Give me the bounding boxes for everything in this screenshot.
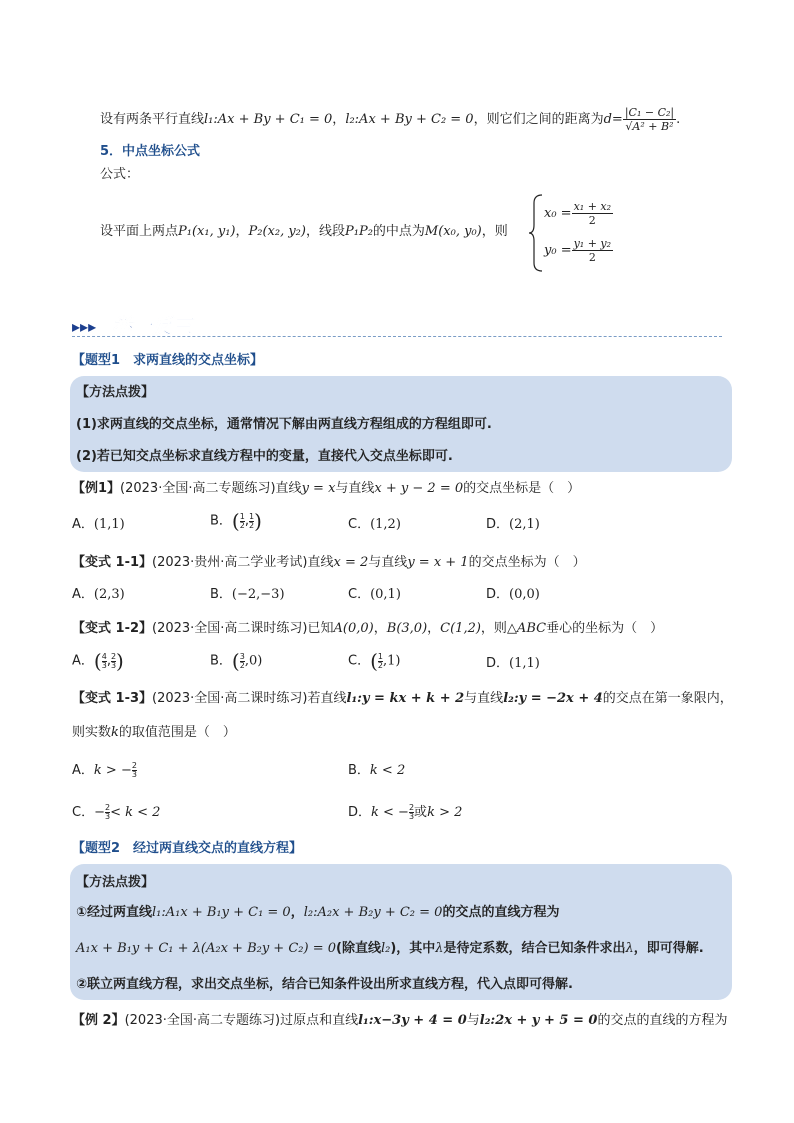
distance-fraction xyxy=(623,106,676,133)
option-label: B． xyxy=(348,763,370,778)
frac-num: 2 xyxy=(408,803,415,812)
method-item-1-cont xyxy=(76,940,704,958)
x0-fraction xyxy=(572,200,613,227)
lambda: λ xyxy=(625,941,634,956)
text: ①经过两直线 xyxy=(76,905,153,920)
y0-fraction xyxy=(572,237,613,264)
option-c[interactable] xyxy=(348,649,401,673)
option-value: (2,3) xyxy=(93,587,125,602)
type2-method-box xyxy=(70,864,732,1000)
frac-den: 3 xyxy=(104,812,111,821)
paren: ( xyxy=(93,649,102,673)
source: (2023·全国·高二专题练习) xyxy=(120,481,276,496)
paren: ( xyxy=(231,649,240,673)
text: 过原点和直线 xyxy=(280,1013,359,1028)
frac-num: 4 xyxy=(101,651,107,661)
type1-title: 【题型1 求两直线的交点坐标】 xyxy=(72,353,264,368)
option-label: D． xyxy=(486,656,510,671)
method-item-1: (1)求两直线的交点坐标，通常情况下解由两直线方程组成的方程组即可. xyxy=(76,417,492,432)
text: 的交点的直线方程为 xyxy=(442,905,560,920)
paren: ( xyxy=(231,509,240,533)
option-d[interactable] xyxy=(486,516,540,534)
option-b[interactable] xyxy=(210,586,285,604)
text: 与直线 xyxy=(464,691,504,706)
point-m: M(x₀, y₀) xyxy=(424,224,482,239)
option-label: C． xyxy=(72,805,95,820)
frac-den: 2 xyxy=(239,520,245,530)
frac-den: 2 xyxy=(239,660,245,670)
text: ，则 xyxy=(481,224,508,239)
source: (2023·全国·高二课时练习) xyxy=(152,621,308,636)
frac-den: 3 xyxy=(101,660,107,670)
text: 直线 xyxy=(307,555,334,570)
text: 的取值范围是（ ） xyxy=(118,725,236,740)
option-label: D． xyxy=(348,805,372,820)
y0-formula xyxy=(544,237,613,264)
comma: , xyxy=(106,653,111,669)
variant-1-1-question xyxy=(72,554,586,572)
frac-num: 1 xyxy=(377,651,383,661)
line-l1-eq: l₁:Ax + By + C₁ = 0 xyxy=(204,112,333,127)
point-b: B(3,0) xyxy=(386,621,428,636)
text: 与 xyxy=(466,1013,480,1028)
line-l2-eq: l₂:Ax + By + C₂ = 0 xyxy=(345,112,474,127)
option-label: A． xyxy=(72,587,94,602)
example-2-question xyxy=(72,1012,728,1030)
text: )，其中 xyxy=(390,941,436,956)
text: ，即可得解. xyxy=(633,941,704,956)
option-value: k > − xyxy=(93,763,132,778)
variable-k: k xyxy=(111,725,119,740)
equation: y = x xyxy=(301,481,336,496)
option-value: (−2,−3) xyxy=(231,587,285,602)
line-l2-eq: l₂:A₂x + B₂y + C₂ = 0 xyxy=(303,905,443,920)
frac-num: x₁ + x₂ xyxy=(573,200,612,213)
option-a[interactable] xyxy=(72,586,125,604)
method-item-2: (2)若已知交点坐标求直线方程中的变量，直接代入交点坐标即可. xyxy=(76,449,453,464)
source: (2023·全国·高二课时练习) xyxy=(152,691,308,706)
frac-num: y₁ + y₂ xyxy=(573,237,612,250)
logo-arrows: ▸▸▸ xyxy=(72,317,97,336)
frac-num: 2 xyxy=(131,761,137,770)
line-l1-eq: l₁:y = kx + k + 2 xyxy=(346,691,465,706)
frac-num: 3 xyxy=(239,651,245,661)
option-value: (1,2) xyxy=(370,517,401,532)
text: 若直线 xyxy=(307,691,347,706)
frac-den: 2 xyxy=(377,660,383,670)
section-divider xyxy=(72,336,722,337)
parallel-distance-line: 设有两条平行直线l₁:Ax + By + C₁ = 0，l₂:Ax + By + C₂ = 0，则它们之间的距离为d= $\frac{\text{|C₁ − C₂|}}{\text{√A² + B²}}$ . xyxy=(100,106,681,133)
frac-den: √A² + B² xyxy=(625,120,674,133)
option-b[interactable] xyxy=(348,762,405,780)
option-b[interactable] xyxy=(210,509,262,533)
line-l1-eq: l₁:A₁x + B₁y + C₁ = 0 xyxy=(152,905,291,920)
text: 设有两条平行直线 xyxy=(100,112,205,127)
example-tag: 【例1】 xyxy=(72,481,121,496)
option-label: A． xyxy=(72,517,94,532)
option-label: B． xyxy=(210,587,232,602)
line-l2: l₂ xyxy=(380,941,391,956)
comma: , xyxy=(244,513,249,529)
option-a[interactable] xyxy=(72,516,125,534)
y0-label: y₀ = xyxy=(544,243,572,258)
text: ，则它们之间的距离为 xyxy=(473,112,604,127)
example-tag: 【变式 1-2】 xyxy=(72,621,153,636)
point-p1: P₁(x₁, y₁) xyxy=(178,224,236,239)
frac-den: 3 xyxy=(110,660,117,670)
type2-title: 【题型2 经过两直线交点的直线方程】 xyxy=(72,841,303,856)
method-item-2: ②联立两直线方程，求出交点坐标，结合已知条件设出所求直线方程，代入点即可得解. xyxy=(76,977,573,992)
point-c: C(1,2) xyxy=(440,621,481,636)
option-value: ,0) xyxy=(244,653,263,669)
option-label: B． xyxy=(210,513,232,529)
text: ， xyxy=(373,621,387,636)
option-value: (1,1) xyxy=(509,656,540,671)
line-l1-eq: l₁:x−3y + 4 = 0 xyxy=(358,1013,467,1028)
segment-p1p2: P₁P₂ xyxy=(344,224,373,239)
option-a[interactable] xyxy=(72,649,124,673)
midpoint-heading: 5．中点坐标公式 xyxy=(100,144,201,159)
text: 与直线 xyxy=(335,481,375,496)
option-label: A． xyxy=(72,653,94,669)
example-tag: 【例 2】 xyxy=(72,1013,125,1028)
logo-text: 举一反三 xyxy=(112,314,192,338)
section-logo xyxy=(72,312,202,342)
midpoint-formula-label: 公式： xyxy=(100,167,140,182)
equation: x = 2 xyxy=(333,555,369,570)
option-label: C． xyxy=(348,517,371,532)
option-c[interactable] xyxy=(348,516,401,534)
frac-num: 2 xyxy=(104,803,111,812)
line-l2-eq: l₂:2x + y + 5 = 0 xyxy=(479,1013,598,1028)
option-c[interactable] xyxy=(72,804,160,822)
option-label: D． xyxy=(486,517,510,532)
option-label: B． xyxy=(210,653,232,669)
option-value: k > 2 xyxy=(427,805,463,820)
option-d[interactable] xyxy=(486,655,540,673)
text: 设平面上两点 xyxy=(100,224,179,239)
option-d[interactable] xyxy=(486,586,540,604)
option-label: A． xyxy=(72,763,94,778)
source: (2023·全国·高二专题练习) xyxy=(124,1013,281,1028)
frac-den: 2 xyxy=(588,251,596,264)
point-a: A(0,0) xyxy=(333,621,374,636)
method-title: 【方法点拨】 xyxy=(76,385,155,400)
paren: ) xyxy=(254,509,262,533)
option-label: C． xyxy=(348,653,371,669)
frac-num: 1 xyxy=(248,511,255,521)
text: ， xyxy=(427,621,441,636)
line-l2-eq: l₂:y = −2x + 4 xyxy=(503,691,603,706)
text: 或 xyxy=(414,805,428,820)
variant-1-2-question xyxy=(72,620,663,638)
method-title: 【方法点拨】 xyxy=(76,875,155,890)
option-value: < k < 2 xyxy=(110,805,161,820)
example-tag: 【变式 1-3】 xyxy=(72,691,153,706)
point-p2: P₂(x₂, y₂) xyxy=(248,224,306,239)
frac-num: 1 xyxy=(239,511,245,521)
source: (2023·贵州·高二学业考试) xyxy=(152,555,308,570)
text: 的交点在第一象限内， xyxy=(602,691,733,706)
example-tag: 【变式 1-1】 xyxy=(72,555,153,570)
text: 则实数 xyxy=(72,725,112,740)
frac-den: 2 xyxy=(588,214,596,227)
option-value: (2,1) xyxy=(509,517,540,532)
text: (除直线 xyxy=(336,941,381,956)
frac-num: |C₁ − C₂| xyxy=(624,106,675,119)
text: 的交点坐标是（ ） xyxy=(463,481,581,496)
frac-den: 2 xyxy=(248,520,255,530)
x0-label: x₀ = xyxy=(544,206,572,221)
text: ，线段 xyxy=(305,224,345,239)
variant-1-3-question xyxy=(72,690,733,708)
option-value: (0,0) xyxy=(509,587,540,602)
option-c[interactable] xyxy=(348,586,401,604)
paren: ) xyxy=(116,649,124,673)
option-label: D． xyxy=(486,587,510,602)
type1-method-box xyxy=(70,376,732,472)
text: 是待定系数，结合已知条件求出 xyxy=(443,941,626,956)
equation: x + y − 2 = 0 xyxy=(374,481,464,496)
frac-den: 3 xyxy=(408,812,415,821)
variant-1-3-question-cont xyxy=(72,724,236,742)
distance-label: d= xyxy=(603,112,623,127)
text: ，则 xyxy=(480,621,507,636)
option-value: k < − xyxy=(371,805,409,820)
text: 已知 xyxy=(307,621,334,636)
text: ， xyxy=(235,224,249,239)
fraction xyxy=(132,762,137,779)
option-b[interactable] xyxy=(210,649,263,673)
paren: ( xyxy=(370,649,378,673)
option-value: − xyxy=(94,805,105,820)
text: 垂心的坐标为（ ） xyxy=(546,621,664,636)
example-1-question xyxy=(72,480,580,498)
family-equation: A₁x + B₁y + C₁ + λ(A₂x + B₂y + C₂) = 0 xyxy=(76,941,336,956)
triangle: △ABC xyxy=(506,621,547,636)
text: 与直线 xyxy=(368,555,408,570)
text: 直线 xyxy=(275,481,302,496)
frac-den: 3 xyxy=(131,770,137,779)
text: ， xyxy=(290,905,304,920)
midpoint-text-line xyxy=(100,223,508,241)
x0-formula xyxy=(544,200,613,227)
option-value: (0,1) xyxy=(370,587,401,602)
option-a[interactable] xyxy=(72,762,137,780)
section-logo-graphic xyxy=(72,312,202,338)
text: 的交点坐标为（ ） xyxy=(468,555,586,570)
text: 的交点的直线的方程为 xyxy=(597,1013,728,1028)
text: 的中点为 xyxy=(372,224,425,239)
equation: y = x + 1 xyxy=(407,555,469,570)
left-brace-icon xyxy=(528,193,544,273)
option-value: k < 2 xyxy=(369,763,406,778)
frac-num: 2 xyxy=(110,651,117,661)
option-value: (1,1) xyxy=(93,517,125,532)
option-d[interactable] xyxy=(348,804,462,822)
option-label: C． xyxy=(348,587,371,602)
option-value: ,1) xyxy=(382,653,401,669)
lambda: λ xyxy=(435,941,444,956)
method-item-1 xyxy=(76,904,559,922)
